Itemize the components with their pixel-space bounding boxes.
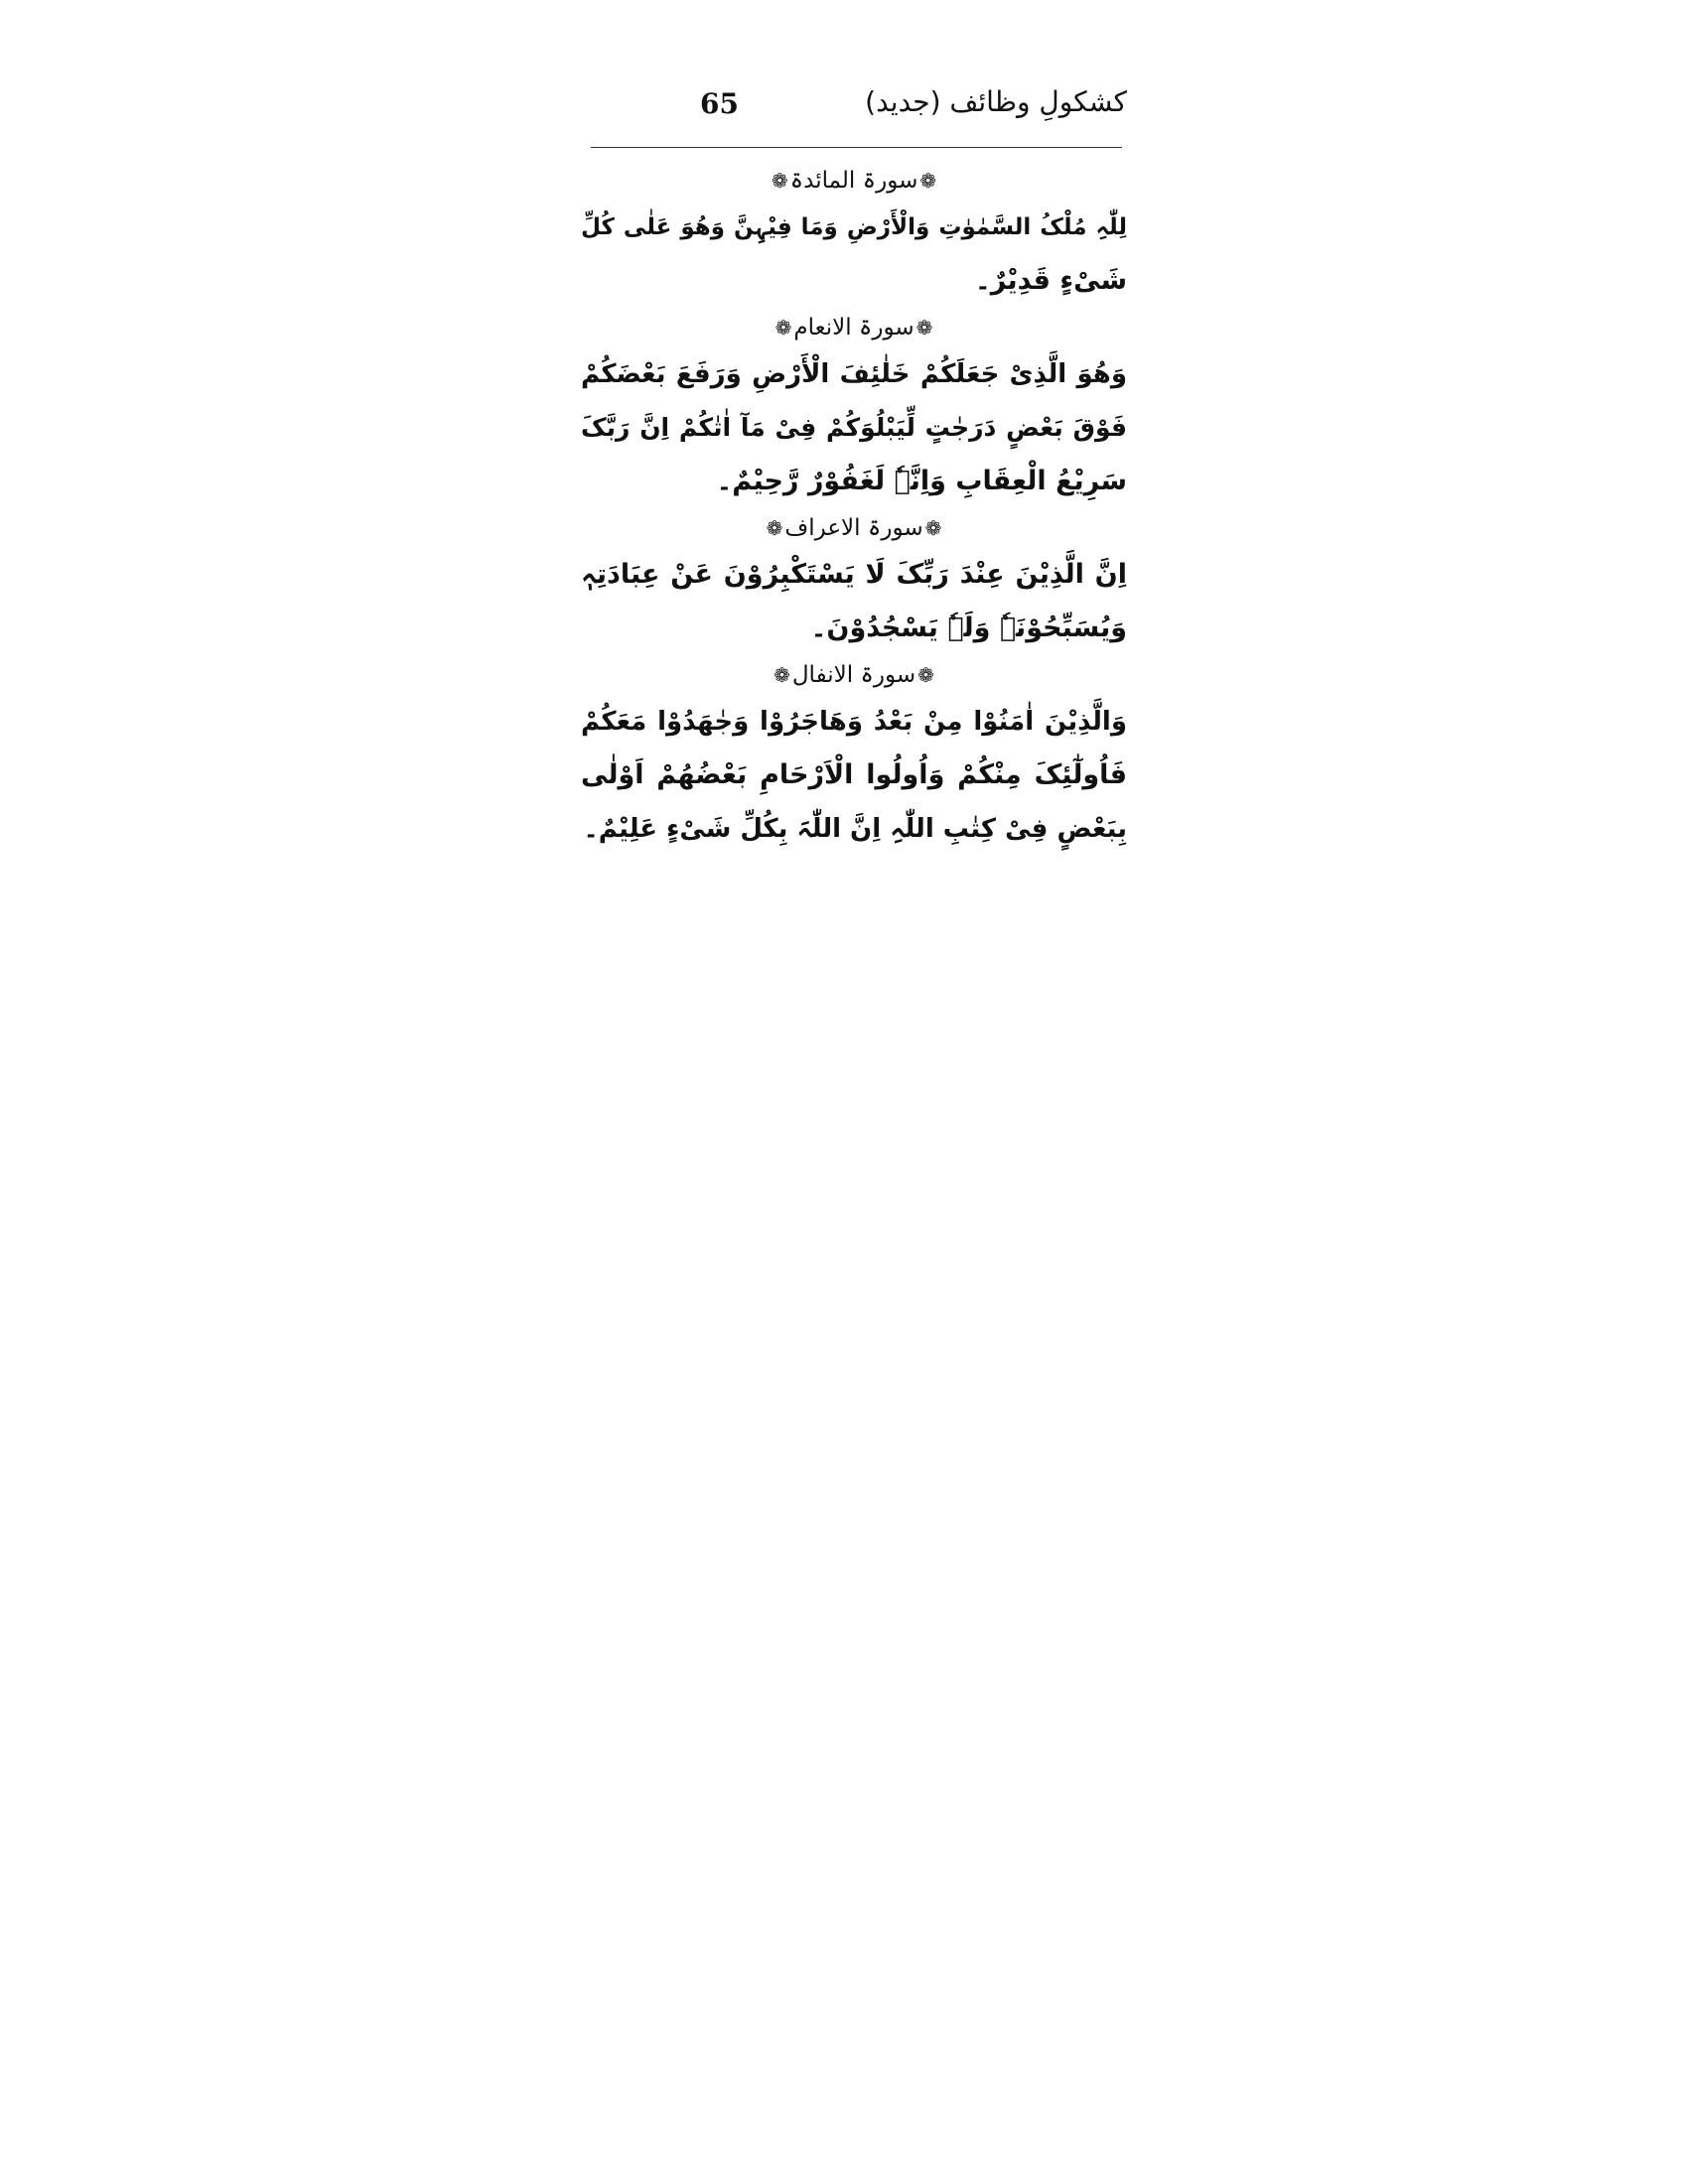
ornament-open-icon: ❁ — [919, 169, 937, 193]
verse-line: شَیْءٍ قَدِیْرٌ۔ — [974, 265, 1127, 296]
verse-line: فَوْقَ بَعْضٍ دَرَجٰتٍ لِّیَبْلُوَکُمْ فِیْ مَآ اٰتٰکُمْ اِنَّ رَبَّکَ — [581, 413, 1127, 442]
section-heading — [581, 308, 1127, 347]
verse-block — [581, 695, 1127, 856]
verse-line: لِلّٰہِ مُلْکُ السَّمٰوٰتِ وَالْأَرْضِ وَمَا فِیْہِنَّ وَھُوَ عَلٰی کُلِّ — [581, 214, 1127, 240]
verse-line: سَرِیْعُ الْعِقَابِ وَاِنَّہٗ لَغَفُوْرٌ رَّحِیْمٌ۔ — [716, 466, 1127, 496]
page-content — [581, 161, 1127, 856]
section-al-anam — [581, 308, 1127, 508]
section-al-araf — [581, 508, 1127, 655]
running-title: کشکولِ وظائف (جدید) — [865, 85, 1127, 118]
ornament-close-icon: ❁ — [774, 316, 792, 340]
ornament-open-icon: ❁ — [917, 663, 934, 687]
page-header — [581, 69, 1127, 145]
verse-line: وَالَّذِیْنَ اٰمَنُوْا مِنْ بَعْدُ وَھَاجَرُوْا وَجٰھَدُوْا مَعَکُمْ — [581, 707, 1127, 737]
section-heading-text: سورۃ المائدۃ — [789, 168, 918, 194]
section-heading-text: سورۃ الانعام — [793, 315, 914, 341]
section-al-maidah — [581, 161, 1127, 308]
section-heading — [581, 508, 1127, 548]
verse-line: فَاُولٰٓئِکَ مِنْکُمْ وَاُولُوا الْاَرْحَامِ بَعْضُھُمْ اَوْلٰی — [581, 759, 1127, 790]
page-number: 65 — [700, 87, 739, 120]
verse-line: وَیُسَبِّحُوْنَہٗ وَلَہٗ یَسْجُدُوْنَ۔ — [810, 613, 1127, 643]
section-al-anfal — [581, 655, 1127, 856]
section-heading-text: سورۃ الاعراف — [784, 515, 923, 541]
verse-block — [581, 548, 1127, 655]
verse-line: بِبَعْضٍ فِیْ کِتٰبِ اللّٰہِ اِنَّ اللّٰہَ بِکُلِّ شَیْءٍ عَلِیْمٌ۔ — [583, 814, 1127, 844]
book-page — [581, 69, 1127, 1062]
verse-line: وَھُوَ الَّذِیْ جَعَلَکُمْ خَلٰئِفَ الْأَرْضِ وَرَفَعَ بَعْضَکُمْ — [581, 359, 1127, 389]
section-heading — [581, 161, 1127, 201]
ornament-close-icon: ❁ — [774, 663, 790, 687]
header-divider — [591, 147, 1122, 148]
ornament-open-icon: ❁ — [915, 316, 933, 340]
verse-block — [581, 347, 1127, 508]
ornament-open-icon: ❁ — [924, 516, 942, 540]
section-heading-text: سورۃ الانفال — [791, 662, 916, 688]
ornament-close-icon: ❁ — [766, 516, 783, 540]
ornament-close-icon: ❁ — [771, 169, 788, 193]
verse-block — [581, 201, 1127, 308]
section-heading — [581, 655, 1127, 695]
verse-line: اِنَّ الَّذِیْنَ عِنْدَ رَبِّکَ لَا یَسْتَکْبِرُوْنَ عَنْ عِبَادَتِہٖ — [581, 559, 1127, 590]
